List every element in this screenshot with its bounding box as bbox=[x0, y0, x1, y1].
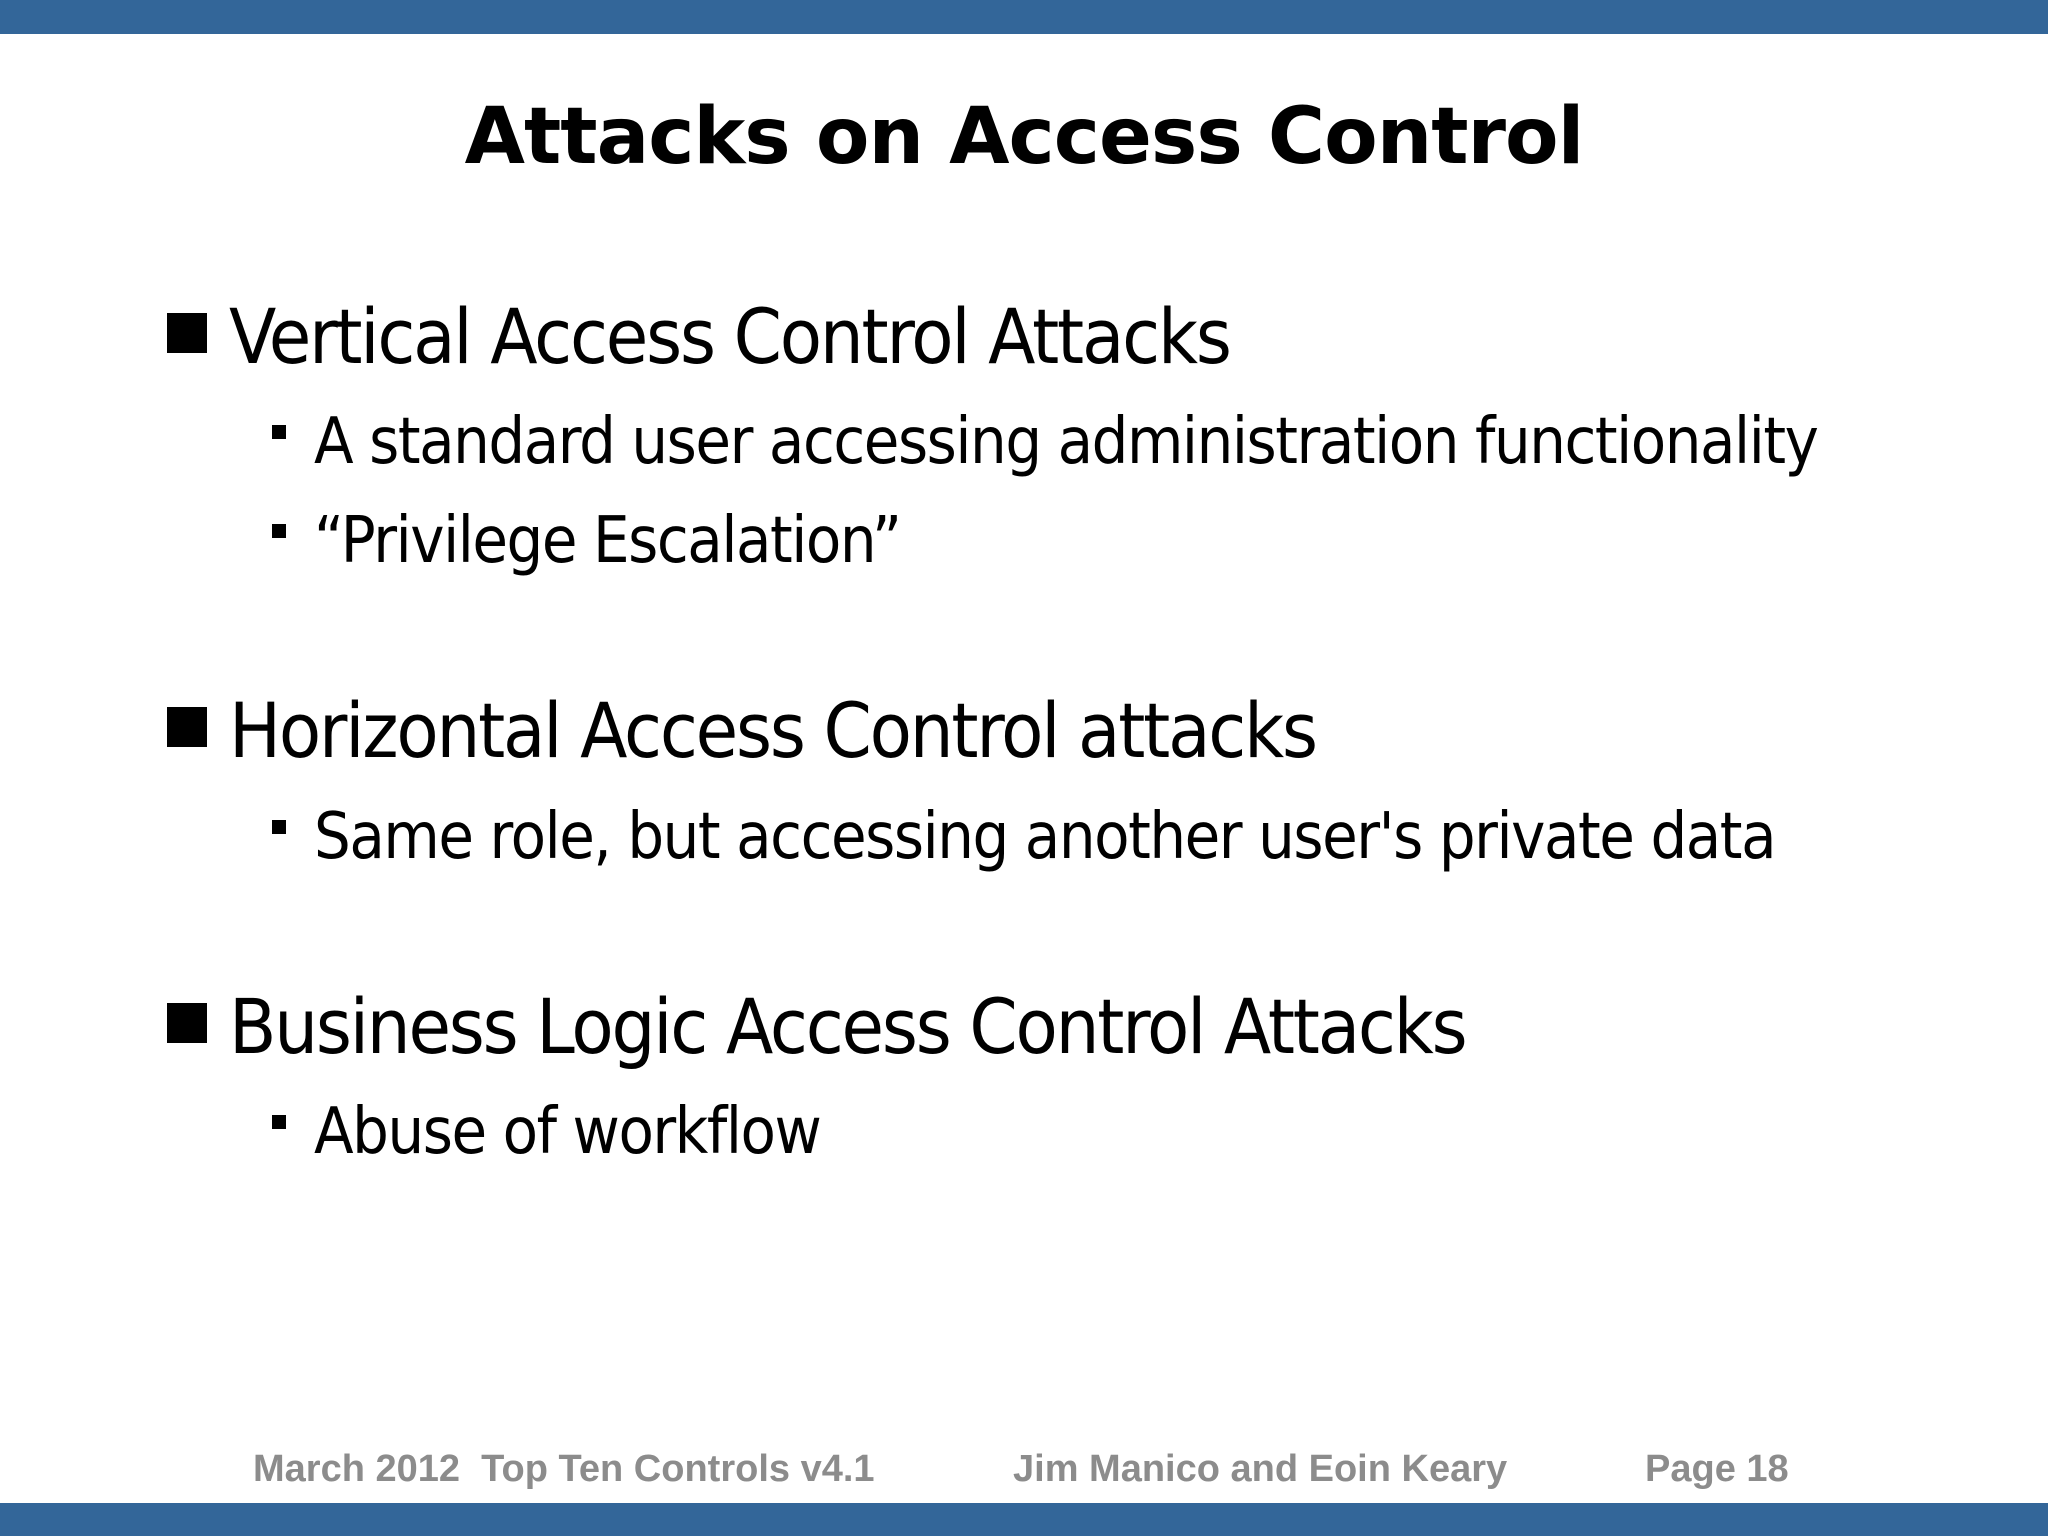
slide-title: Attacks on Access Control bbox=[464, 92, 1584, 182]
small-square-bullet-icon bbox=[272, 820, 286, 834]
bullet-heading: Vertical Access Control Attacks bbox=[229, 292, 1230, 381]
sub-bullet-text: A standard user accessing administration functionality bbox=[314, 405, 1818, 479]
sub-bullet-privilege-escalation bbox=[272, 501, 962, 581]
small-square-bullet-icon bbox=[272, 425, 286, 439]
top-accent-bar bbox=[0, 0, 2048, 34]
bullet-horizontal-access-control bbox=[167, 686, 1423, 776]
bullet-business-logic-access-control bbox=[167, 982, 1588, 1072]
footer-page-number: Page 18 bbox=[1645, 1448, 1789, 1490]
square-bullet-icon bbox=[167, 707, 207, 747]
footer-authors: Jim Manico and Eoin Keary bbox=[1013, 1448, 1508, 1490]
square-bullet-icon bbox=[167, 313, 207, 353]
sub-bullet-text: Abuse of workflow bbox=[314, 1095, 821, 1169]
sub-bullet-text: Same role, but accessing another user's private data bbox=[314, 800, 1776, 874]
sub-bullet-text: “Privilege Escalation” bbox=[314, 504, 901, 578]
small-square-bullet-icon bbox=[272, 1115, 286, 1129]
sub-bullet-same-role bbox=[272, 797, 1929, 877]
bullet-heading: Business Logic Access Control Attacks bbox=[229, 982, 1466, 1071]
sub-bullet-admin-functionality bbox=[272, 402, 1975, 482]
small-square-bullet-icon bbox=[272, 524, 286, 538]
bottom-accent-bar bbox=[0, 1503, 2048, 1536]
sub-bullet-abuse-of-workflow bbox=[272, 1092, 874, 1172]
square-bullet-icon bbox=[167, 1003, 207, 1043]
footer-date-version: March 2012 Top Ten Controls v4.1 bbox=[253, 1448, 875, 1490]
bullet-vertical-access-control bbox=[167, 292, 1329, 382]
bullet-heading: Horizontal Access Control attacks bbox=[229, 686, 1316, 775]
